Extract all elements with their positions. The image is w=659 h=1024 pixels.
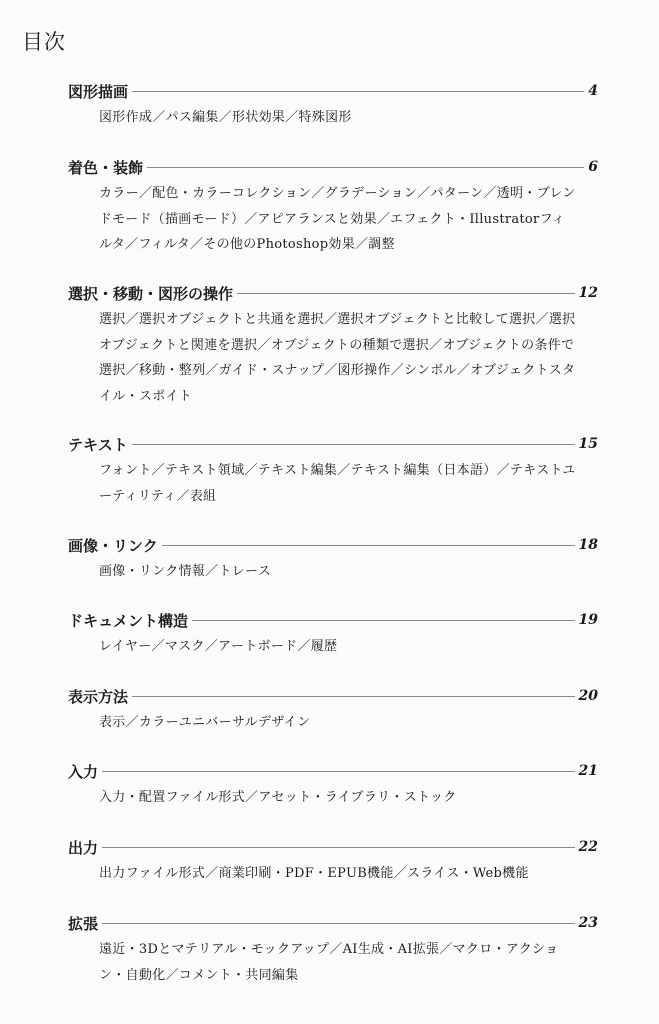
section-title: ドキュメント構造 (68, 611, 189, 630)
page-number: 23 (578, 915, 598, 931)
dot-leader (102, 771, 575, 772)
section-heading[interactable] (68, 79, 598, 103)
section-description: フォント／テキスト領域／テキスト編集／テキスト編集（日本語）／テキストユーティリティ／表組 (99, 463, 576, 504)
page-number: 20 (578, 688, 598, 704)
toc-section[interactable] (68, 155, 598, 258)
section-title: テキスト (68, 435, 128, 454)
section-title: 出力 (68, 838, 99, 857)
section-title: 入力 (68, 762, 99, 781)
toc-section[interactable] (68, 684, 598, 736)
page-number: 22 (578, 839, 598, 855)
section-title: 拡張 (68, 914, 99, 933)
section-description: 画像・リンク情報／トレース (99, 564, 271, 579)
toc-section[interactable] (68, 281, 598, 409)
dot-leader (162, 545, 575, 546)
dot-leader (132, 696, 575, 697)
dot-leader (192, 620, 575, 621)
section-heading[interactable] (68, 684, 598, 708)
section-description: 表示／カラーユニバーサルデザイン (99, 715, 311, 730)
dot-leader (102, 923, 575, 924)
section-heading[interactable] (68, 911, 598, 935)
section-heading[interactable] (68, 155, 598, 179)
section-description: レイヤー／マスク／アートボード／履歴 (99, 639, 338, 654)
page-number: 6 (588, 159, 598, 175)
page-title: 目次 (22, 30, 66, 54)
page-number: 15 (578, 436, 598, 452)
dot-leader (132, 91, 584, 92)
dot-leader (147, 167, 584, 168)
section-description: 入力・配置ファイル形式／アセット・ライブラリ・ストック (99, 790, 457, 805)
section-title: 選択・移動・図形の操作 (68, 284, 234, 303)
section-description: 出力ファイル形式／商業印刷・PDF・EPUB機能／スライス・Web機能 (99, 866, 529, 881)
toc-section[interactable] (68, 759, 598, 811)
toc-section[interactable] (68, 432, 598, 509)
toc-section[interactable] (68, 835, 598, 887)
page-number: 12 (578, 285, 598, 301)
dot-leader (132, 444, 575, 445)
section-heading[interactable] (68, 281, 598, 305)
section-description: カラー／配色・カラーコレクション／グラデーション／パターン／透明・ブレンドモード（描画モード）／アピアランスと効果／エフェクト・Illustratorフィルタ／フィルタ／その他のPhotoshop効果／調整 (99, 186, 576, 252)
dot-leader (237, 293, 575, 294)
section-title: 画像・リンク (68, 536, 158, 555)
page-number: 19 (578, 612, 598, 628)
toc-section[interactable] (68, 79, 598, 131)
section-title: 図形描画 (68, 82, 129, 101)
section-heading[interactable] (68, 432, 598, 456)
toc-section[interactable] (68, 911, 598, 988)
section-description: 図形作成／パス編集／形状効果／特殊図形 (99, 110, 352, 125)
page-number: 18 (578, 537, 598, 553)
toc-section[interactable] (68, 608, 598, 660)
section-heading[interactable] (68, 608, 598, 632)
dot-leader (102, 847, 575, 848)
section-title: 表示方法 (68, 687, 129, 706)
section-heading[interactable] (68, 835, 598, 859)
page-number: 4 (588, 83, 598, 99)
section-description: 選択／選択オブジェクトと共通を選択／選択オブジェクトと比較して選択／選択オブジェクトと関連を選択／オブジェクトの種類で選択／オブジェクトの条件で選択／移動・整列／ガイド・スナップ／図形操作／シンボル／オブジェクトスタイル・スポイト (99, 312, 576, 404)
page-number: 21 (578, 763, 598, 779)
section-heading[interactable] (68, 533, 598, 557)
section-title: 着色・装飾 (68, 158, 144, 177)
section-heading[interactable] (68, 759, 598, 783)
section-description: 遠近・3Dとマテリアル・モックアップ／AI生成・AI拡張／マクロ・アクション・自動化／コメント・共同編集 (99, 942, 559, 983)
toc-section[interactable] (68, 533, 598, 585)
